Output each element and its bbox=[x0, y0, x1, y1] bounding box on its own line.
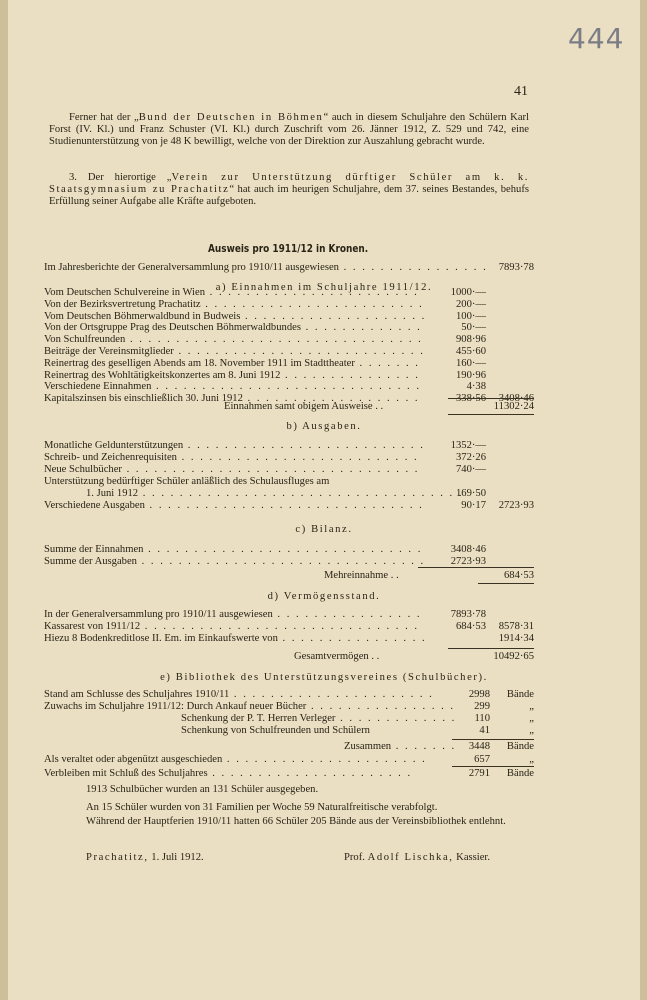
einnahmen-row-item-amount: 190·96 bbox=[455, 369, 486, 381]
bilanz-row bbox=[44, 544, 534, 556]
einnahmen-row bbox=[44, 346, 534, 358]
handwritten-page-note: 444 bbox=[568, 22, 625, 55]
einnahmen-row bbox=[44, 299, 534, 311]
einnahmen-row bbox=[44, 311, 534, 323]
signature-name: Prof. Adolf Lischka, Kassier. bbox=[344, 852, 491, 863]
bibliothek-row-count: 3448 bbox=[468, 741, 490, 752]
bibliothek-rule-2 bbox=[452, 766, 534, 767]
einnahmen-row-label: Reinertrag des geselligen Abends am 18. November 1911 im Stadttheater . . . bbox=[44, 358, 424, 370]
vermoegen-row-item-amount: 7893·78 bbox=[450, 609, 486, 620]
closing-line-3: Während der Hauptferien 1910/11 hatten 66 Schüler 205 Bände aus der Vereinsbibliothek entlehnt. bbox=[86, 816, 506, 827]
einnahmen-row-label: Verschiedene Einnahmen . . . bbox=[44, 381, 424, 393]
einnahmen-row-item-amount: 50·— bbox=[461, 322, 486, 334]
einnahmen-row bbox=[44, 322, 534, 334]
einnahmen-sum-rule bbox=[448, 398, 534, 399]
ausgaben-row-label: Neue Schulbücher . . . bbox=[44, 464, 424, 476]
einnahmen-row-item-amount: 4·38 bbox=[466, 381, 486, 393]
ausgaben-row-item-amount: 740·— bbox=[455, 464, 486, 475]
bibliothek-row-unit: Bände bbox=[506, 741, 534, 752]
ausgaben-row bbox=[44, 476, 534, 488]
bilanz-row-label: Summe der Ausgaben . . . bbox=[44, 556, 424, 568]
ausgaben-row bbox=[44, 452, 534, 464]
vermoegen-row-label: In der Generalversammlung pro 1910/11 ausgewiesen . . . bbox=[44, 609, 424, 621]
einnahmen-row-label: Kapitalszinsen bis einschließlich 30. Juni 1912 . . . bbox=[44, 393, 424, 405]
bibliothek-row bbox=[44, 701, 534, 713]
einnahmen-total-rule bbox=[448, 414, 534, 415]
bibliothek-row-count: 2998 bbox=[468, 689, 490, 700]
bibliothek-row-count: 299 bbox=[474, 701, 490, 712]
bibliothek-row bbox=[44, 689, 534, 701]
ausgaben-row-label: Verschiedene Ausgaben . . . bbox=[44, 500, 424, 512]
bibliothek-title: e) Bibliothek des Unterstützungsvereines (Schulbücher). bbox=[160, 672, 488, 683]
einnahmen-row-label: Von der Ortsgruppe Prag des Deutschen Böhmerwaldbundes . . . bbox=[44, 322, 424, 334]
vermoegen-row-subtotal: 8578·31 bbox=[498, 621, 534, 632]
signature-place-date: Prachatitz, 1. Juli 1912. bbox=[86, 852, 204, 863]
bibliothek-row-unit: „ bbox=[529, 701, 534, 712]
vermoegen-row-label: Hiezu 8 Bodenkreditlose II. Em. im Einkaufswerte von . . . bbox=[44, 633, 424, 645]
ausgaben-row-item-amount: 90·17 bbox=[461, 500, 486, 511]
bibliothek-row-label: Schenkung von Schulfreunden und Schülern bbox=[181, 725, 370, 736]
einnahmen-row-label: Vom Deutschen Schulvereine in Wien . . . bbox=[44, 287, 424, 299]
bibliothek-row-unit: Bände bbox=[506, 768, 534, 779]
einnahmen-row-item-amount: 100·— bbox=[455, 310, 486, 322]
bilanz-row-item-amount: 3408·46 bbox=[450, 544, 486, 555]
einnahmen-row bbox=[44, 334, 534, 346]
ausgaben-row-subtotal: 2723·93 bbox=[498, 500, 534, 511]
report-heading: Ausweis pro 1911/12 in Kronen. bbox=[208, 243, 369, 255]
bibliothek-row-label: Zuwachs im Schuljahre 1911/12: Durch Ankauf neuer Bücher . . . bbox=[44, 701, 454, 713]
bibliothek-row-unit: „ bbox=[529, 754, 534, 765]
bibliothek-row bbox=[44, 713, 534, 725]
einnahmen-row bbox=[44, 381, 534, 393]
einnahmen-row-item-amount: 1000·— bbox=[450, 287, 486, 298]
bibliothek-row-label: Verbleiben mit Schluß des Schuljahres . . . bbox=[44, 768, 454, 780]
einnahmen-row-label: Reinertrag des Wohltätigkeitskonzertes am 8. Juni 1912 . . . bbox=[44, 370, 424, 382]
vermoegen-row bbox=[44, 609, 534, 621]
ausgaben-row bbox=[44, 464, 534, 476]
einnahmen-row bbox=[44, 287, 534, 299]
ausgaben-row-label: Monatliche Geldunterstützungen . . . bbox=[44, 440, 424, 452]
vermoegen-rule bbox=[448, 648, 534, 649]
bilanz-row-label: Summe der Einnahmen . . . bbox=[44, 544, 424, 556]
ausgaben-row bbox=[44, 488, 534, 500]
vermoegen-row-item-amount: 684·53 bbox=[455, 621, 486, 632]
closing-line-2: An 15 Schüler wurden von 31 Familien per Woche 59 Naturalfreitische verabfolgt. bbox=[86, 802, 438, 813]
einnahmen-row-label: Vom Deutschen Böhmerwaldbund in Budweis . . . bbox=[44, 311, 424, 323]
bilanz-total-row: Mehreinnahme . . 684·53 bbox=[324, 570, 534, 581]
vermoegen-title: d) Vermögensstand. bbox=[267, 591, 381, 602]
einnahmen-title: a) Einnahmen im Schuljahre 1911/12. bbox=[215, 282, 433, 293]
bibliothek-row-count: 110 bbox=[474, 713, 490, 724]
bibliothek-row-label: Zusammen . . . bbox=[344, 741, 454, 753]
einnahmen-row-label: Von der Bezirksvertretung Prachatitz . . . bbox=[44, 299, 424, 311]
bibliothek-row-label: Stand am Schlusse des Schuljahres 1910/11 . . . bbox=[44, 689, 454, 701]
bibliothek-row bbox=[44, 725, 534, 737]
ausgaben-row-item-amount: 169·50 bbox=[455, 488, 486, 499]
bibliothek-row bbox=[44, 768, 534, 780]
bibliothek-row bbox=[44, 754, 534, 766]
bibliothek-row-unit: Bände bbox=[506, 689, 534, 700]
bibliothek-rule-1 bbox=[452, 739, 534, 740]
vermoegen-total-row: Gesamtvermögen . . 10492·65 bbox=[294, 651, 534, 662]
ausgaben-title: b) Ausgaben. bbox=[286, 421, 362, 432]
einnahmen-total-row: Einnahmen samt obigem Ausweise . . 11302·24 bbox=[224, 401, 534, 412]
document-page bbox=[8, 0, 640, 1000]
bibliothek-row-count: 657 bbox=[474, 754, 490, 765]
closing-line-1: 1913 Schulbücher wurden an 131 Schüler ausgegeben. bbox=[86, 784, 319, 795]
einnahmen-row bbox=[44, 370, 534, 382]
vermoegen-row-label: Kassarest von 1911/12 . . . bbox=[44, 621, 424, 633]
bilanz-title: c) Bilanz. bbox=[295, 524, 353, 535]
ausgaben-row bbox=[44, 440, 534, 452]
einnahmen-row-item-amount: 455·60 bbox=[455, 346, 486, 357]
einnahmen-row-item-amount: 200·— bbox=[455, 298, 486, 310]
bibliothek-row-count: 2791 bbox=[468, 768, 490, 779]
bibliothek-row-unit: „ bbox=[529, 725, 534, 736]
ausgaben-row-item-amount: 372·26 bbox=[455, 452, 486, 463]
einnahmen-row bbox=[44, 358, 534, 370]
einnahmen-row-label: Von Schulfreunden . . . bbox=[44, 334, 424, 346]
bilanz-row-item-amount: 2723·93 bbox=[450, 556, 486, 567]
einnahmen-row-item-amount: 908·96 bbox=[455, 334, 486, 346]
einnahmen-row-label: Beiträge der Vereinsmitglieder . . . bbox=[44, 346, 424, 358]
opening-balance-row: Im Jahresberichte der Generalversammlung pro 1910/11 ausgewiesen . . . 7893·78 bbox=[44, 262, 534, 274]
ausgaben-row-label: Schreib- und Zeichenrequisiten . . . bbox=[44, 452, 424, 464]
intro-paragraph-2: 3. Der hierortige „Verein zur Unterstützung dürftiger Schüler am k. k. Staatsgymnasium zu Prachatitz“ hat auch im heurigen Schuljahre, dem 37. seines Bestandes, behufs Erfüllung seiner Aufgabe alle Kräfte aufgeboten. bbox=[49, 172, 529, 207]
bilanz-total-rule bbox=[478, 583, 534, 584]
bibliothek-row bbox=[44, 741, 534, 753]
bibliothek-row-count: 41 bbox=[479, 725, 490, 736]
vermoegen-row bbox=[44, 621, 534, 633]
ausgaben-row-item-amount: 1352·— bbox=[450, 440, 486, 451]
intro-paragraph-1: Ferner hat der „Bund der Deutschen in Böhmen“ auch in diesem Schuljahre den Schülern Karl Forst (IV. Kl.) und Franz Schuster (VI. Kl.) durch Zuschrift vom 26. Jänner 1912, Z. 529 und 742, eine Studienunterstützung von je 48 K bewilligt, welche von der Direktion zur Auszahlung gebracht wurde. bbox=[49, 112, 529, 147]
ausgaben-row bbox=[44, 500, 534, 512]
vermoegen-row bbox=[44, 633, 534, 645]
bilanz-rule bbox=[418, 567, 534, 568]
ausgaben-row-label: Unterstützung bedürftiger Schüler anläßlich des Schulausfluges am bbox=[44, 476, 330, 487]
vermoegen-row-subtotal: 1914·34 bbox=[498, 633, 534, 644]
ausgaben-row-label: 1. Juni 1912 . . . bbox=[86, 488, 466, 500]
bibliothek-row-unit: „ bbox=[529, 713, 534, 724]
bibliothek-row-label: Schenkung der P. T. Herren Verleger . . . bbox=[181, 713, 454, 725]
bibliothek-row-label: Als veraltet oder abgenützt ausgeschieden . . . bbox=[44, 754, 454, 766]
einnahmen-row-item-amount: 160·— bbox=[455, 357, 486, 369]
page-number: 41 bbox=[514, 84, 528, 99]
